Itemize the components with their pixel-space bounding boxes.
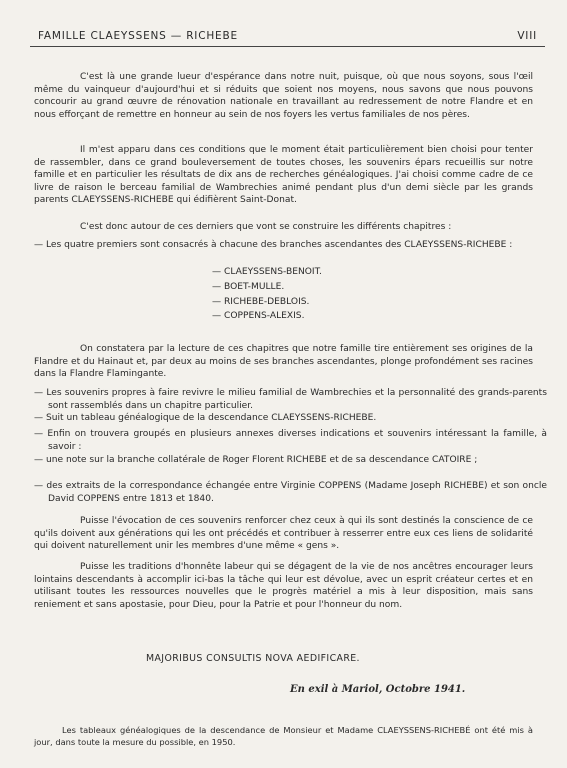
list-intro: — Les quatre premiers sont consacrés à chacune des branches ascendantes des CLAEYSSENS-RICHEBE : (34, 240, 513, 250)
list-item-tableau: — Suit un tableau généalogique de la descendance CLAEYSSENS-RICHEBE. (34, 413, 377, 423)
branch-item: — BOET-MULLE. (212, 281, 285, 292)
branch-item: — CLAEYSSENS-BENOIT. (212, 267, 322, 277)
branch-list (212, 265, 322, 324)
branch-item: — RICHEBE-DEBLOIS. (212, 296, 310, 307)
paragraph-6: Puisse les traditions d'honnête labeur qui se dégagent de la vie de nos ancêtres encourager leurs lointains descendants à accomplir ici-bas la tâche qui leur est dévolue, avec un esprit créateur certes et en utilisant toutes les ressources nouvelles que le progrès matériel a mis à leur disposition, mais sans reniement et sans apostasie, pour Dieu, pour la Patrie et pour l'honneur du nom. (34, 562, 533, 610)
page-number: VIII (517, 30, 537, 42)
branch-item: — COPPENS-ALEXIS. (212, 311, 305, 322)
list-item-extraits: — des extraits de la correspondance échangée entre Virginie COPPENS (Madame Joseph RICHEBE) et son oncle David COPPENS entre 1813 et 1840. (34, 481, 547, 504)
list-item-souvenirs: — Les souvenirs propres à faire revivre le milieu familial de Wambrechies et la personnalité des grands-parents sont rassemblés dans un chapitre particulier. (34, 388, 547, 411)
list-item-note: — une note sur la branche collatérale de Roger Florent RICHEBE et de sa descendance CATOIRE ; (34, 455, 478, 465)
signature-line: En exil à Mariol, Octobre 1941. (290, 684, 466, 695)
footnote: Les tableaux généalogiques de la descendance de Monsieur et Madame CLAEYSSENS-RICHEBÉ ont été mis à jour, dans toute la mesure du possible, en 1950. (34, 725, 533, 747)
list-item-annexes: — Enfin on trouvera groupés en plusieurs annexes diverses indications et souvenirs intéressant la famille, à savoir : (34, 429, 547, 452)
paragraph-4: On constatera par la lecture de ces chapitres que notre famille tire entièrement ses origines de la Flandre et du Hainaut et, par deux au moins de ses branches ascendantes, plonge profondément ses racines dans la Flandre Flamingante. (34, 344, 533, 380)
latin-motto: MAJORIBUS CONSULTIS NOVA AEDIFICARE. (146, 653, 360, 664)
paragraph-5: Puisse l'évocation de ces souvenirs renforcer chez ceux à qui ils sont destinés la conscience de ce qu'ils doivent aux générations qui les ont précédés et contribuer à resserrer entre eux ces liens de solidarité qui doivent naturellement unir les membres d'une même « gens ». (34, 516, 533, 552)
page-header (38, 30, 537, 42)
header-rule (30, 46, 545, 47)
paragraph-2: Il m'est apparu dans ces conditions que le moment était particulièrement bien choisi pour tenter de rassembler, dans ce grand bouleversement de toutes choses, les souvenirs épars recueillis sur notre famille et en particulier les résultats de dix ans de recherches généalogiques. J'ai choisi comme cadre de ce livre de raison le berceau familial de Wambrechies animé pendant plus d'un demi siècle par les grands parents CLAEYSSENS-RICHEBE qui édifièrent Saint-Donat. (34, 145, 533, 206)
running-title: FAMILLE CLAEYSSENS — RICHEBE (38, 30, 238, 42)
paragraph-1: C'est là une grande lueur d'espérance dans notre nuit, puisque, où que nous soyons, sous l'œil même du vainqueur d'aujourd'hui et si réduits que soient nos moyens, nous savons que nous pouvons concourir au grand œuvre de rénovation nationale en travaillant au redressement de notre Flandre et en nous efforçant de remettre en honneur au sein de nos foyers les vertus familiales de nos pères. (34, 72, 533, 120)
paragraph-3: C'est donc autour de ces derniers que vont se construire les différents chapitres : (80, 222, 452, 232)
